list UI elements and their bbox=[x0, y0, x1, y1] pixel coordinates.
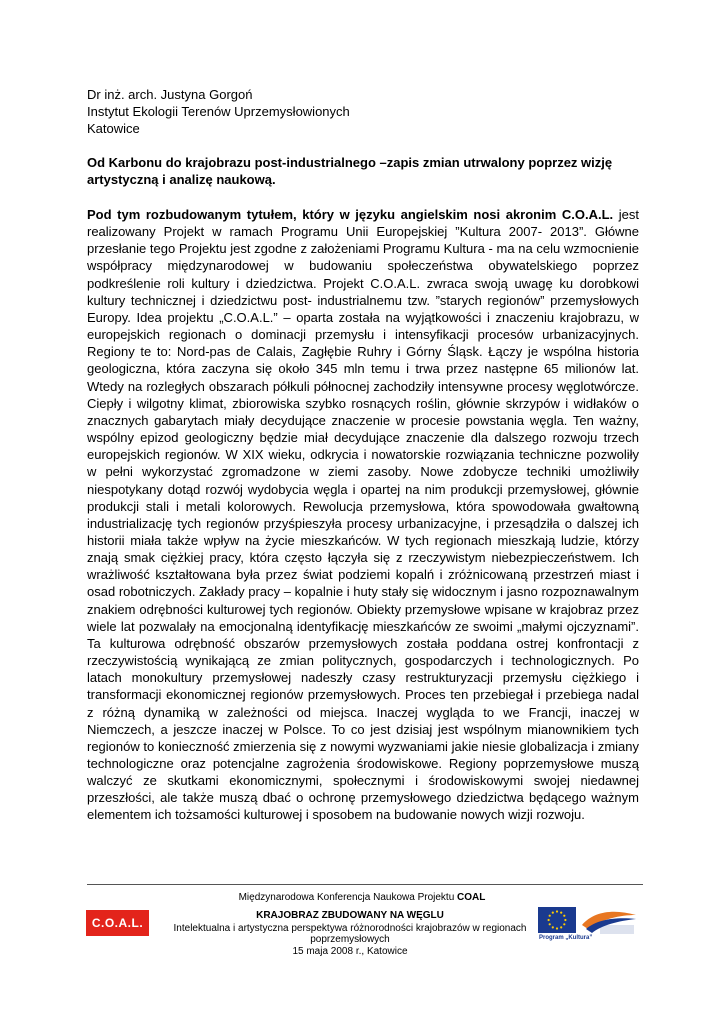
body-lead: Pod tym rozbudowanym tytułem, który w języku angielskim nosi akronim C.O.A.L. bbox=[87, 207, 614, 222]
author-institute: Instytut Ekologii Terenów Uprzemysłowionych bbox=[87, 104, 350, 119]
program-kultura-label: Program „Kultura” bbox=[539, 935, 593, 941]
document-title: Od Karbonu do krajobrazu post-industrialnego –zapis zmian utrwalony poprzez wizję artystyczną i analizę naukową. bbox=[87, 155, 613, 187]
footer-event bbox=[170, 910, 530, 957]
footer-conference-project: COAL bbox=[457, 892, 486, 903]
footer-event-date: 15 maja 2008 r., Katowice bbox=[292, 945, 408, 957]
footer-conference-prefix: Międzynarodowa Konferencja Naukowa Projektu bbox=[238, 892, 458, 903]
body-text: jest realizowany Projekt w ramach Programu Unii Europejskiej ”Kultura 2007- 2013”. Główne przesłanie tego Projektu jest zgodne z założeniami Programu Kultura - ma na celu wzmocnienie współpracy międzynarodowej w budowaniu społeczeństwa obywatelskiego poprzez podkreślenie roli kultury i dziedzictwa. Projekt C.O.A.L. zwraca swoją uwagę ku dorobkowi kultury technicznej i dziedzictwu post- industrialnemu tzw. ”starych regionów” przemysłowych Europy. Idea projektu „C.O.A.L.” – oparta została na wyjątkowości i znaczeniu krajobrazu, w europejskich regionach o dominacji przemysłu i intensyfikacji procesów urbanizacyjnych. Regiony te to: Nord-pas de Calais, Zagłębie Ruhry i Górny Śląsk. Łączy je wspólna historia geologiczna, która zaczyna się około 345 mln temu i trwa przez następne 65 milionów lat. Wtedy na rozległych obszarach półkuli północnej zachodziły intensywne procesy węglotwórcze. Ciepły i wilgotny klimat, zbiorowiska szybko rosnących roślin, głównie skrzypów i widłaków o znacznych gabarytach miały decydujące znaczenie w procesie powstania węgla. Ten ważny, wspólny epizod geologiczny będzie miał decydujące znaczenie dla dalszego rozwoju trzech europejskich regionów. W XIX wieku, odkrycia i nowatorskie rozwiązania techniczne pozwoliły w pełni wykorzystać zgromadzone w ziemi zasoby. Nowe zdobycze techniki umożliwiły niespotykany dotąd rozwój wydobycia węgla i opartej na nim produkcji przemysłowej, głównie produkcji stali i metali kolorowych. Rewolucja przemysłowa, która spowodowała gwałtowną industrializację tych regionów przyśpieszyła procesy urbanizacyjne, i przesądziła o dalszej ich historii miała także wpływ na życie mieszkańców. W tych regionach mieszkają ludzie, którzy znają smak ciężkiej pracy, która często łączyła się z rzeczywistym niebezpieczeństwem. Ich wrażliwość kształtowana była przez świat podziemi kopalń i zróżnicowaną przestrzeń miast i osad robotniczych. Zakłady pracy – kopalnie i huty stały się widocznym i jasno rozpoznawalnym znakiem odrębności kulturowej tych regionów. Obiekty przemysłowe wpisane w krajobraz przez wiele lat pozwalały na emocjonalną identyfikację mieszkańców ze swoimi „małymi ojczyznami”. Ta kulturowa odrębność obszarów przemysłowych została poddana ostrej konfrontacji z rzeczywistością wynikającą ze zmian politycznych, gospodarczych i technologicznych. Po latach monokultury przemysłowej nadeszły czasy restrukturyzacji przemysłu ciężkiego i transformacji ekonomicznej regionów przemysłowych. Proces ten przebiegał i przebiega nadal z różną dynamiką w zależności od miejsca. Inaczej wygląda to we Francji, inaczej w Niemczech, a jeszcze inaczej w Polsce. To co jest dzisiaj jest wspólnym mianownikiem tych regionów to konieczność zmierzenia się z nowymi wyzwaniami jakie niesie globalizacja i zmiany technologiczne oraz potencjalne zagrożenia środowiskowe. Regiony poprzemysłowe muszą walczyć ze skutkami ekonomicznymi, społecznymi i środowiskowymi swojej niedawnej przeszłości, ale także muszą dbać o ochronę przemysłowego dziedzictwa będącego ważnym elementem ich tożsamości kulturowej i sposobem na budowanie nowych wizji rozwoju. bbox=[87, 207, 639, 823]
footer-event-title: KRAJOBRAZ ZBUDOWANY NA WĘGLU bbox=[256, 910, 444, 921]
author-name: Dr inż. arch. Justyna Gorgoń bbox=[87, 87, 253, 102]
footer-event-subtitle: Intelektualna i artystyczna perspektywa różnorodności krajobrazów w regionach poprzemysłowych bbox=[173, 922, 527, 945]
footer-divider bbox=[87, 884, 643, 885]
author-block bbox=[87, 86, 350, 137]
coal-logo: C.O.A.L. bbox=[86, 910, 149, 936]
eu-flag-icon bbox=[538, 907, 576, 933]
author-city: Katowice bbox=[87, 121, 140, 136]
footer-conference bbox=[0, 891, 724, 904]
body-paragraph bbox=[87, 206, 639, 824]
